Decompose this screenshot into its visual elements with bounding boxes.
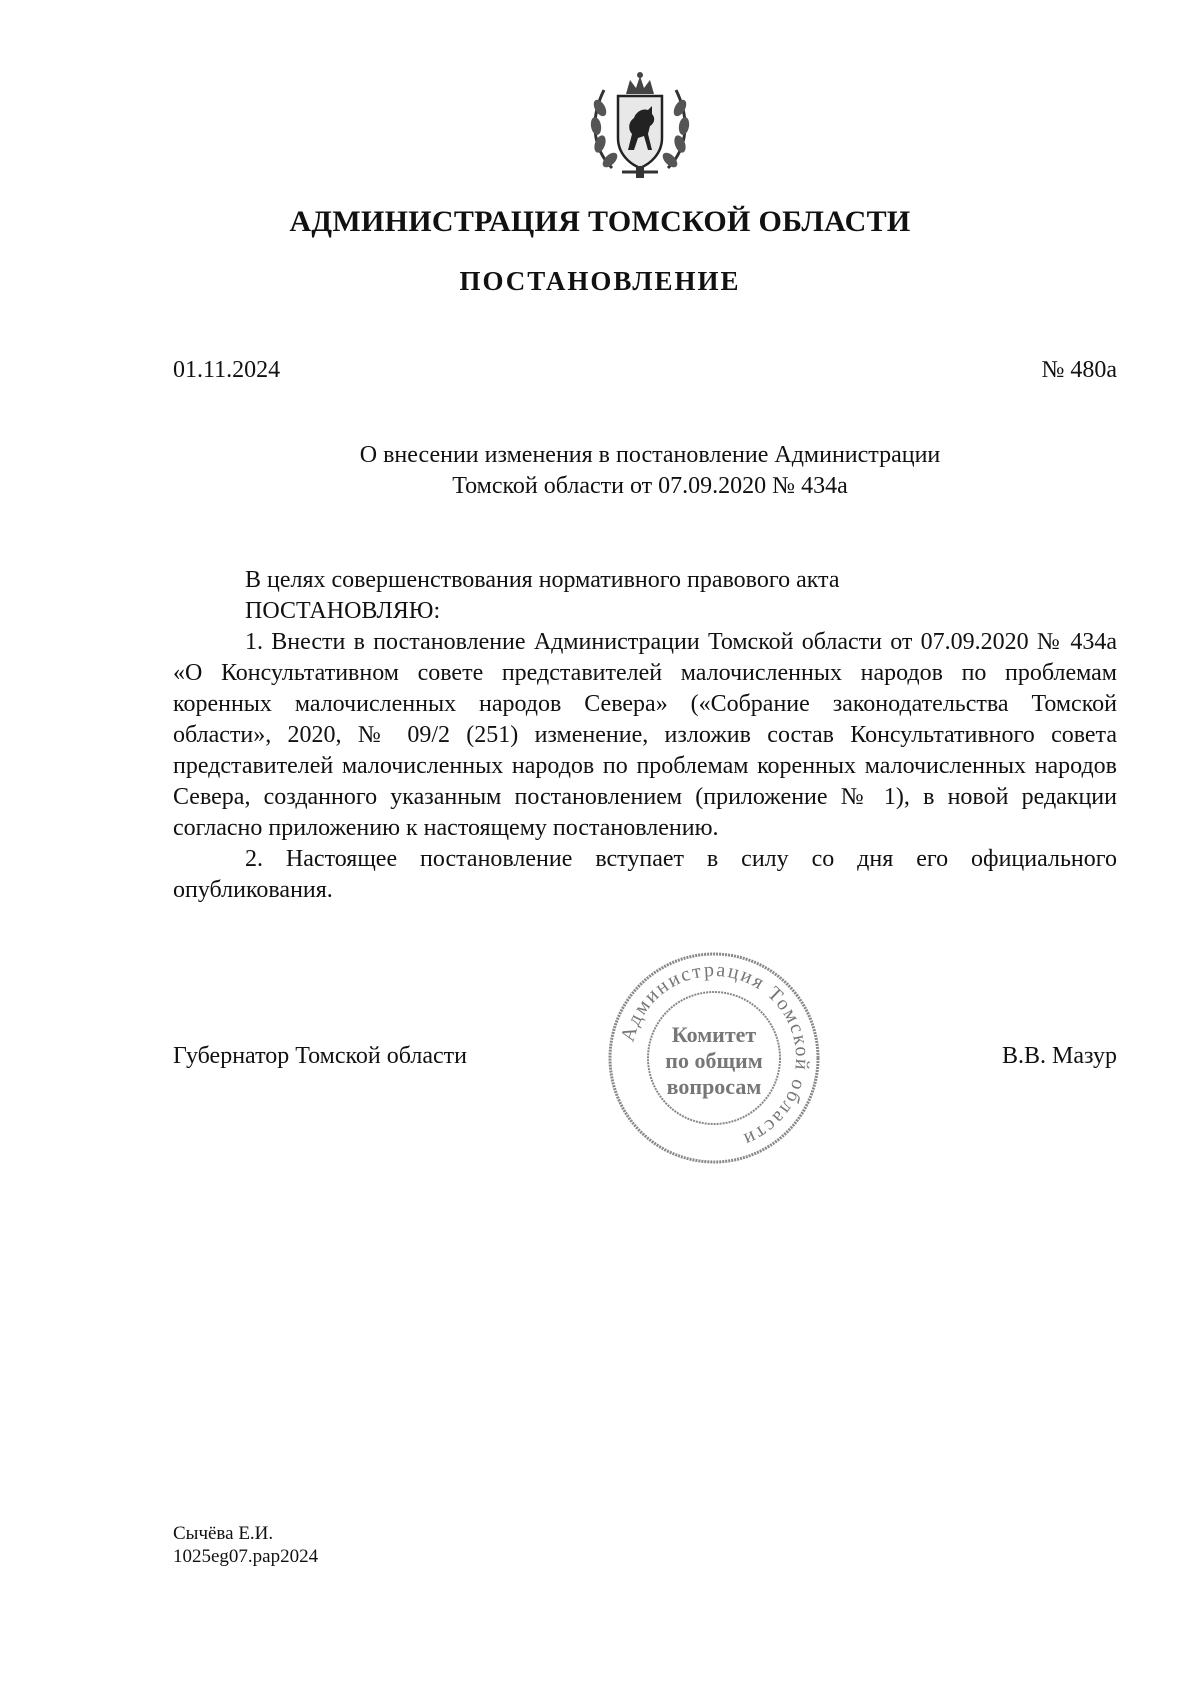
preamble-paragraph: В целях совершенствования нормативного правового акта — [245, 567, 840, 593]
subject-line-2: Томской области от 07.09.2020 № 434а — [452, 473, 848, 499]
organization-title: АДМИНИСТРАЦИЯ ТОМСКОЙ ОБЛАСТИ — [289, 205, 911, 238]
signatory-name: В.В. Мазур — [1002, 1043, 1117, 1069]
stamp-line-2: по общим — [665, 1048, 763, 1073]
executor-info — [173, 1522, 318, 1568]
document-date: 01.11.2024 — [173, 357, 281, 383]
document-type: ПОСТАНОВЛЕНИЕ — [459, 266, 741, 296]
executor-file-code: 1025eg07.pap2024 — [173, 1546, 319, 1567]
document-body — [173, 565, 1117, 906]
signatory-position: Губернатор Томской области — [173, 1043, 467, 1069]
subject-line-1: О внесении изменения в постановление Администрации — [359, 442, 941, 468]
tomsk-coat-of-arms-icon — [582, 68, 698, 182]
decree-word: ПОСТАНОВЛЯЮ: — [245, 598, 441, 624]
document-number: № 480а — [1041, 357, 1117, 383]
official-stamp — [604, 948, 824, 1168]
executor-name: Сычёва Е.И. — [173, 1523, 274, 1544]
stamp-outer-text: Администрация Томской области — [616, 958, 814, 1152]
item-1-paragraph: 1. Внести в постановление Администрации Томской области от 07.09.2020 № 434а «О Консультативном совете представителей малочисленных народов по проблемам коренных малочисленных народов Севера» («Собрание законодательства Томской области», 2020, № 09/2 (251) изменение, изложив состав Консультативного совета представителей малочисленных народов по проблемам коренных малочисленных народов Севера, созданного указанным постановлением (приложение № 1), в новой редакции согласно приложению к настоящему постановлению. — [173, 629, 1117, 841]
stamp-line-3: вопросам — [666, 1074, 762, 1099]
document-subject — [250, 440, 1050, 502]
item-2-paragraph: 2. Настоящее постановление вступает в силу со дня его официального опубликования. — [173, 846, 1117, 903]
stamp-line-1: Комитет — [671, 1022, 757, 1047]
